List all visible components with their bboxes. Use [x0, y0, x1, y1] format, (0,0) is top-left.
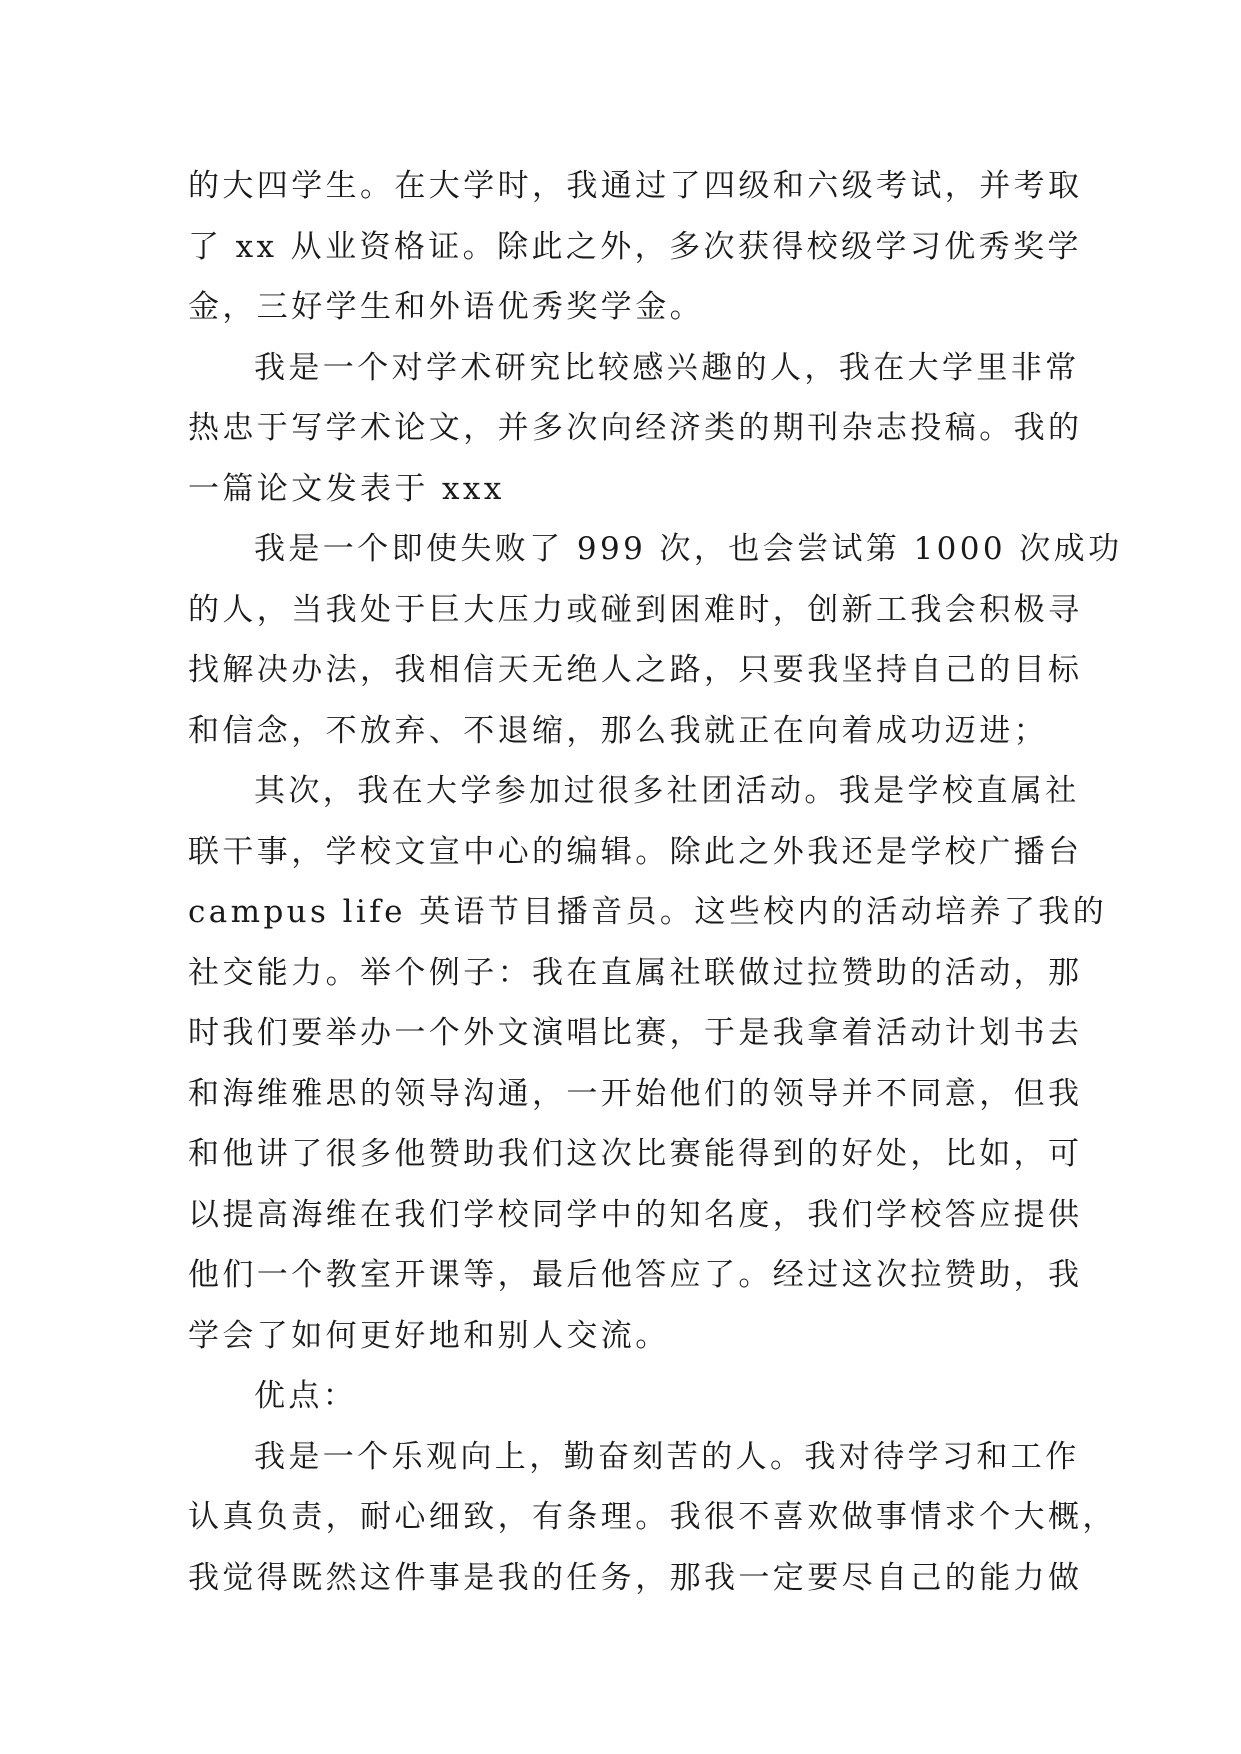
text-line: 我是一个对学术研究比较感兴趣的人，我在大学里非常 — [254, 349, 1080, 386]
text-line: 他们一个教室开课等，最后他答应了。经过这次拉赞助，我 — [188, 1257, 1083, 1293]
paragraph-academic-research — [188, 338, 1083, 520]
text-line: 我是一个乐观向上，勤奋刻苦的人。我对待学习和工作 — [254, 1438, 1080, 1475]
text-line: 和海维雅思的领导沟通，一开始他们的领导并不同意，但我 — [188, 1075, 1083, 1112]
text-line: 的大四学生。在大学时，我通过了四级和六级考试，并考取 — [188, 168, 1083, 204]
text-line: 一篇论文发表于 xxx — [188, 470, 505, 507]
text-line: 其次，我在大学参加过很多社团活动。我是学校直属社 — [254, 773, 1080, 809]
text-line: 金，三好学生和外语优秀奖学金。 — [188, 289, 704, 325]
text-line: 学会了如何更好地和别人交流。 — [188, 1317, 670, 1354]
text-line: 优点： — [254, 1378, 358, 1414]
paragraph-club-activities — [188, 761, 1108, 1366]
text-line: 我是一个即使失败了 999 次，也会尝试第 1000 次成功 — [254, 531, 1123, 567]
paragraph-awards — [188, 156, 1083, 338]
text-line: 以提高海维在我们学校同学中的知名度，我们学校答应提供 — [188, 1196, 1083, 1233]
text-line: 找解决办法，我相信天无绝人之路，只要我坚持自己的目标 — [188, 652, 1083, 688]
text-line: 的人，当我处于巨大压力或碰到困难时，创新工我会积极寻 — [188, 591, 1083, 628]
text-line: campus life 英语节目播音员。这些校内的活动培养了我的 — [188, 894, 1108, 930]
text-line: 联干事，学校文宣中心的编辑。除此之外我还是学校广播台 — [188, 833, 1083, 870]
text-line: 时我们要举办一个外文演唱比赛，于是我拿着活动计划书去 — [188, 1015, 1083, 1051]
section-heading-strengths — [188, 1366, 1052, 1427]
text-line: 认真负责，耐心细致，有条理。我很不喜欢做事情求个大概， — [188, 1499, 1117, 1535]
text-line: 和他讲了很多他赞助我们这次比赛能得到的好处，比如，可 — [188, 1136, 1083, 1172]
text-line: 和信念，不放弃、不退缩，那么我就正在向着成功迈进； — [188, 712, 1048, 749]
text-line: 我觉得既然这件事是我的任务，那我一定要尽自己的能力做 — [188, 1559, 1083, 1596]
document-body — [188, 156, 1123, 1608]
paragraph-perseverance — [188, 519, 1123, 761]
paragraph-personality — [188, 1427, 1117, 1609]
text-line: 热忠于写学术论文，并多次向经济类的期刊杂志投稿。我的 — [188, 410, 1083, 446]
text-line: 了 xx 从业资格证。除此之外，多次获得校级学习优秀奖学 — [188, 228, 1082, 265]
text-line: 社交能力。举个例子：我在直属社联做过拉赞助的活动，那 — [188, 954, 1083, 991]
